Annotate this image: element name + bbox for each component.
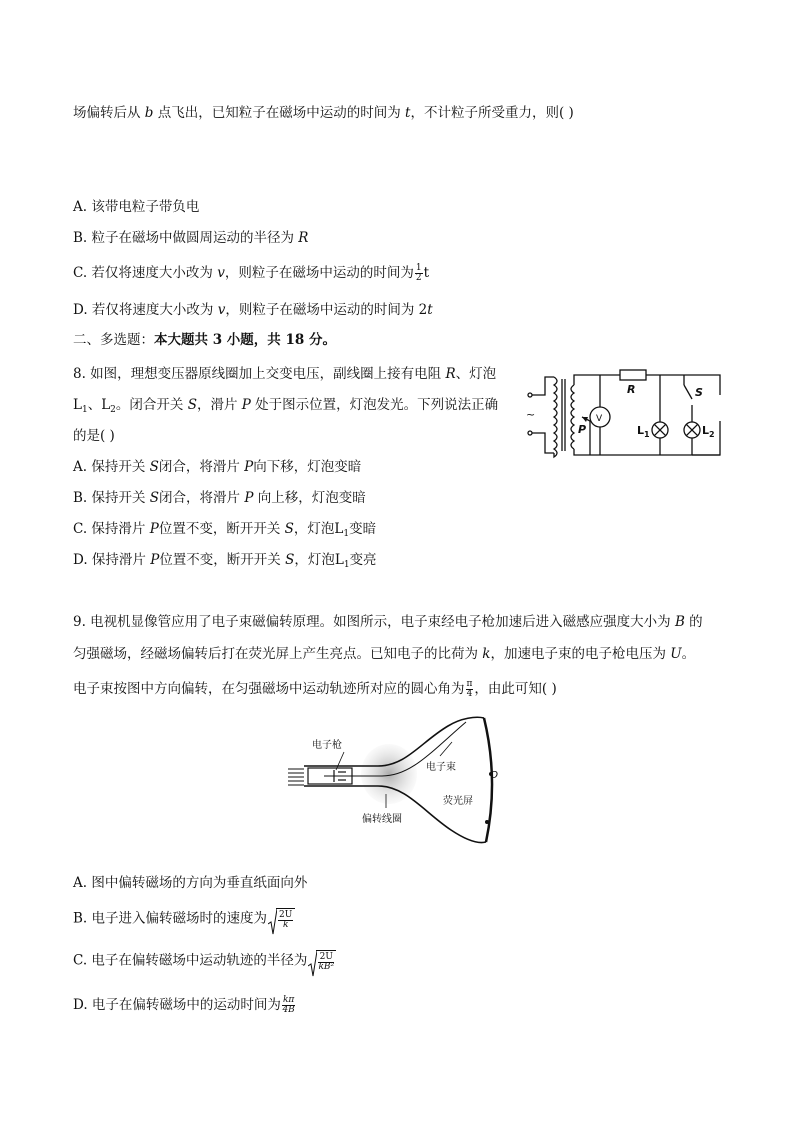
terminal-top	[528, 393, 532, 397]
q8-option-b: B. 保持开关 S闭合，将滑片 P 向上移，灯泡变暗	[73, 490, 366, 506]
label-screen: 荧光屏	[443, 796, 473, 807]
q8-option-a: A. 保持开关 S闭合，将滑片 P向下移，灯泡变暗	[73, 459, 362, 475]
q9-option-c: C. 电子在偏转磁场中运动轨迹的半径为 $\frac{2U}{\text{kB²}}$	[73, 950, 336, 972]
label-v: V	[596, 414, 603, 424]
label-l1: $L_1$	[637, 424, 650, 439]
q8-stem-line1: 8. 如图，理想变压器原线圈加上交变电压，副线圈上接有电阻 R、灯泡	[73, 366, 497, 382]
fraction: $\frac{1}{2}$	[415, 263, 422, 283]
switch-s-icon	[684, 385, 692, 399]
magnetic-field-region	[361, 744, 417, 804]
resistor-icon	[620, 370, 646, 380]
q9-option-b: B. 电子进入偏转磁场时的速度为 $\frac{2U}{k}$	[73, 908, 295, 930]
fraction: $\frac{k\pi}{4B}$	[282, 995, 295, 1015]
terminal-bottom	[528, 431, 532, 435]
q9-stem-line2: 匀强磁场，经磁场偏转后打在荧光屏上产生亮点。已知电子的比荷为 k，加速电子束的电子枪电压为 U。	[73, 646, 696, 662]
section-header: 二、多选题：本大题共 3 小题，共 18 分。	[73, 332, 336, 348]
crt-diagram	[286, 712, 501, 850]
fraction: $\frac{\pi}{4}$	[466, 679, 473, 699]
q7-option-c: C. 若仅将速度大小改为 v，则粒子在磁场中运动的时间为 $\frac{1}{2}$ t	[73, 263, 430, 283]
q7-option-d: D. 若仅将速度大小改为 v，则粒子在磁场中运动的时间为 2t	[73, 302, 433, 318]
q8-stem-line3: 的是( )	[73, 428, 115, 444]
label-o: O	[490, 770, 498, 781]
q9-stem-line3: 电子束按图中方向偏转，在匀强磁场中运动轨迹所对应的圆心角为 $\frac{\pi}{4}$ ，由此可知( )	[73, 679, 557, 699]
q7-option-a: A. 该带电粒子带负电	[73, 199, 200, 215]
primary-coil	[554, 377, 557, 457]
label-s: S	[695, 386, 703, 399]
label-r: R	[627, 383, 636, 396]
q7-option-b: B. 粒子在磁场中做圆周运动的半径为 R	[73, 230, 309, 246]
sqrt-expression: $\frac{2U}{k}$	[268, 908, 295, 930]
sqrt-expression: $\frac{2U}{\text{kB²}}$	[308, 950, 336, 972]
label-electron-beam: 电子束	[426, 762, 456, 773]
secondary-coil	[571, 385, 574, 449]
q9-option-a: A. 图中偏转磁场的方向为垂直纸面向外	[73, 875, 308, 891]
bright-spot	[485, 820, 489, 824]
q8-stem-line2: $L_1$、$L_2$。闭合开关 S，滑片 P 处于图示位置，灯泡发光。下列说法正确	[73, 397, 499, 415]
q8-option-d: D. 保持滑片 P位置不变，断开开关 S，灯泡$L_1$变亮	[73, 552, 377, 570]
q8-option-c: C. 保持滑片 P位置不变，断开开关 S，灯泡$L_1$变暗	[73, 521, 377, 539]
q9-stem-line1: 9. 电视机显像管应用了电子束磁偏转原理。如图所示，电子束经电子枪加速后进入磁感应强度大小为 B 的	[73, 614, 703, 630]
q9-option-d: D. 电子在偏转磁场中的运动时间为 $\frac{k\pi}{4B}$	[73, 995, 295, 1015]
ac-symbol: ~	[526, 408, 536, 421]
label-p: P	[578, 423, 587, 436]
label-l2: $L_2$	[702, 424, 715, 439]
label-electron-gun: 电子枪	[312, 740, 342, 751]
circuit-diagram	[520, 365, 725, 465]
label-deflection-coil: 偏转线圈	[362, 814, 402, 825]
q7-stem: 场偏转后从 b 点飞出，已知粒子在磁场中运动的时间为 t，不计粒子所受重力，则( )	[73, 105, 574, 121]
